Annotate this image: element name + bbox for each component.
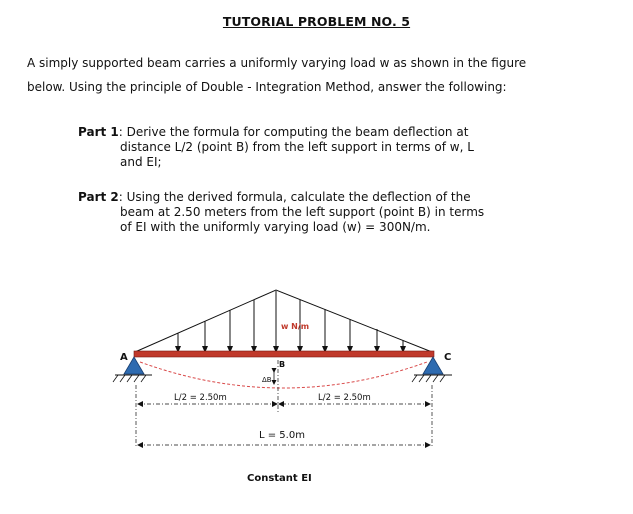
- part-1-line-3: and EI;: [120, 155, 162, 169]
- beam: [134, 351, 434, 357]
- point-a-label: A: [120, 352, 128, 363]
- intro-line-1: A simply supported beam carries a uniformly varying load w as shown in the figure: [27, 56, 527, 70]
- left-half-dimension: L/2 = 2.50m: [174, 393, 227, 403]
- page-title: TUTORIAL PROBLEM NO. 5: [222, 14, 411, 29]
- constant-ei-label: Constant EI: [247, 473, 312, 484]
- deflection-label: ΔB: [262, 376, 272, 384]
- part-1-label: Part 1: [78, 125, 119, 139]
- left-support: [113, 357, 152, 382]
- load-envelope: [135, 290, 432, 352]
- span-dimension: L = 5.0m: [259, 430, 305, 441]
- part-2-line-1: : Using the derived formula, calculate the deflection of the: [118, 190, 471, 204]
- part-1-line-2: distance L/2 (point B) from the left support in terms of w, L: [120, 140, 474, 154]
- point-c-label: C: [444, 352, 452, 363]
- part-2-line-3: of EI with the uniformly varying load (w) = 300N/m.: [120, 220, 431, 234]
- intro-line-2: below. Using the principle of Double - Integration Method, answer the following:: [27, 80, 507, 94]
- load-arrows: [178, 291, 403, 350]
- part-2-label: Part 2: [78, 190, 119, 204]
- load-label: w N/m: [281, 322, 310, 331]
- right-half-dimension: L/2 = 2.50m: [318, 393, 371, 403]
- part-1-line-1: : Derive the formula for computing the beam deflection at: [118, 125, 469, 139]
- point-b-label: B: [279, 360, 286, 369]
- part-2-line-2: beam at 2.50 meters from the left support (point B) in terms: [120, 205, 485, 219]
